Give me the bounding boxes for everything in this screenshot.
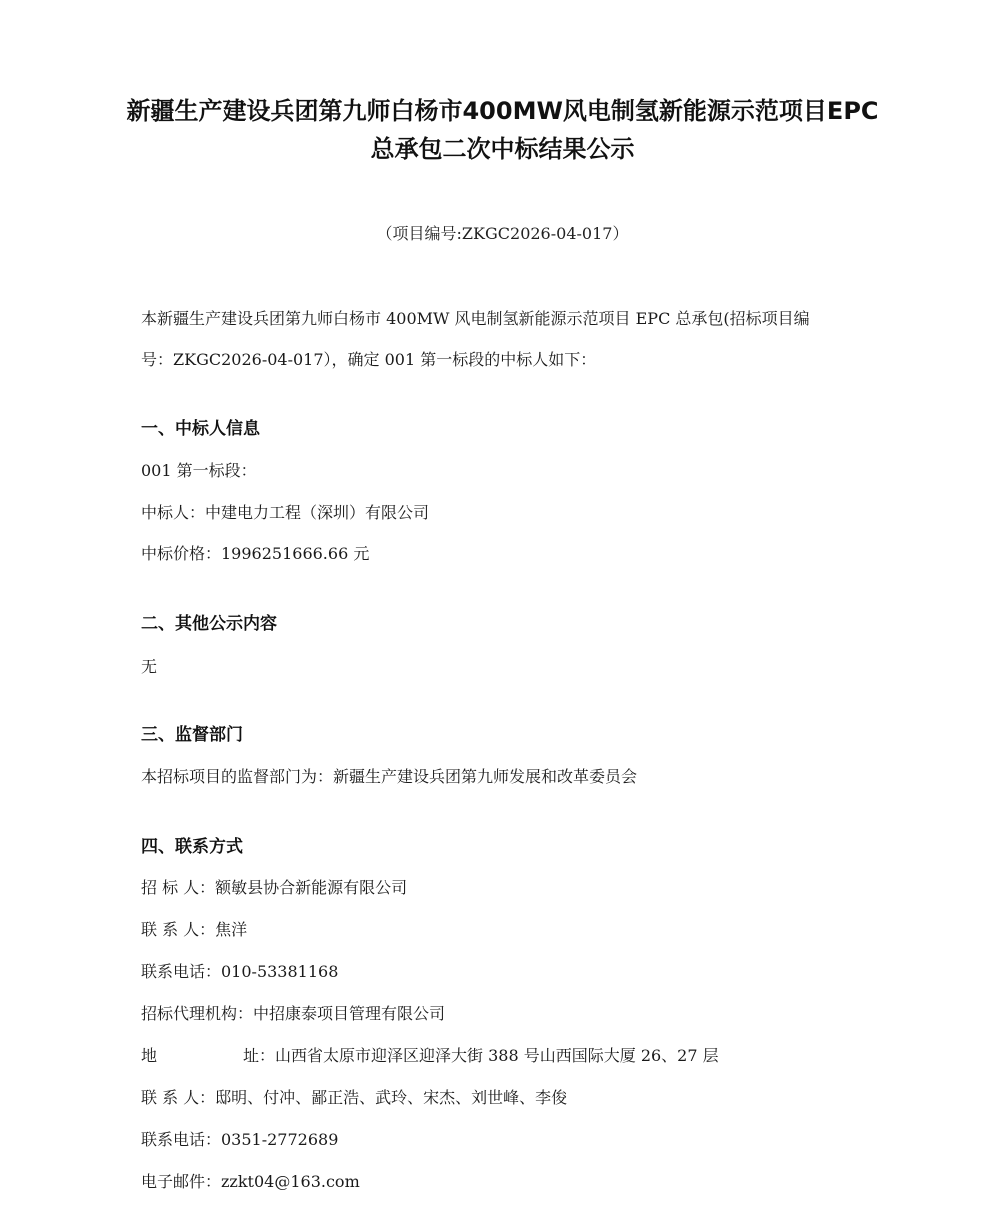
agency-line: 招标代理机构：中招康泰项目管理有限公司: [141, 1004, 446, 1023]
contact-person-line-1: 联 系 人：焦洋: [141, 920, 248, 939]
page-title-line-2: 总承包二次中标结果公示: [370, 135, 635, 163]
address-value: 址：山西省太原市迎泽区迎泽大街 388 号山西国际大厦 26、27 层: [243, 1046, 719, 1065]
tenderer-line: 招 标 人：额敏县协合新能源有限公司: [141, 878, 408, 897]
winner-name: 中标人：中建电力工程（深圳）有限公司: [141, 503, 430, 522]
email-line[interactable]: 电子邮件：zzkt04@163.com: [141, 1172, 360, 1191]
winning-price: 中标价格：1996251666.66 元: [141, 544, 370, 563]
page-title-line-1: 新疆生产建设兵团第九师白杨市400MW风电制氢新能源示范项目EPC: [126, 97, 879, 125]
section-heading-supervision: 三、监督部门: [141, 725, 243, 745]
project-number: （项目编号:ZKGC2026-04-017）: [376, 224, 629, 243]
phone-line-1: 联系电话：010-53381168: [141, 962, 339, 981]
section-heading-other-content: 二、其他公示内容: [141, 614, 277, 634]
section-heading-contact: 四、联系方式: [141, 837, 243, 857]
intro-line-1: 本新疆生产建设兵团第九师白杨市 400MW 风电制氢新能源示范项目 EPC 总承包(招标项目编: [141, 309, 810, 328]
contact-person-line-2: 联 系 人：邸明、付冲、鄙正浩、武玲、宋杰、刘世峰、李俊: [141, 1088, 568, 1107]
supervision-text: 本招标项目的监督部门为：新疆生产建设兵团第九师发展和改革委员会: [141, 767, 638, 786]
intro-line-2: 号：ZKGC2026-04-017），确定 001 第一标段的中标人如下：: [141, 350, 597, 369]
address-label: 地: [141, 1046, 158, 1065]
other-content-text: 无: [141, 657, 158, 676]
section-heading-winner-info: 一、中标人信息: [141, 419, 260, 439]
address-line: [141, 1043, 719, 1069]
lot-label: 001 第一标段：: [141, 461, 257, 480]
phone-line-2: 联系电话：0351-2772689: [141, 1130, 339, 1149]
